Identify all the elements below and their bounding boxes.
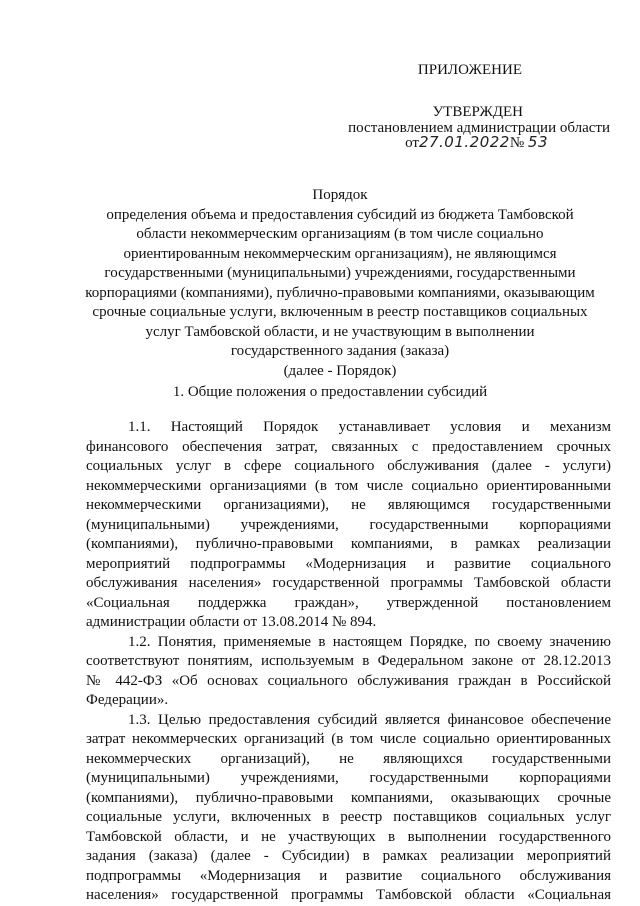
paragraph-line: финансового обеспечения затрат, связанных с предоставлением срочных — [86, 438, 611, 455]
decree-line: постановлением администрации области — [348, 120, 610, 136]
title-line: (далее - Порядок) — [283, 362, 397, 379]
paragraph-line: (компаниями), публично-правовыми компаниями, в рамках реализации — [86, 536, 611, 552]
paragraph-line: обслуживания населения» государственной программы Тамбовской области — [86, 575, 611, 591]
paragraph-line: администрации области от 13.08.2014 № 894. — [86, 614, 377, 630]
document-body — [86, 418, 611, 906]
title-line: области некоммерческим организациям (в том числе социально — [136, 226, 544, 242]
title-line: срочные социальные услуги, включенным в реестр поставщиков социальных — [92, 304, 588, 320]
document-title — [80, 186, 600, 381]
title-line: определения объема и предоставления субсидий из бюджета Тамбовской — [106, 206, 574, 223]
approved-label: УТВЕРЖДЕН — [432, 104, 523, 120]
paragraph-line: Тамбовской области, и не участвующих в выполнении государственного — [86, 828, 611, 845]
title-line: государственного задания (заказа) — [230, 343, 450, 359]
paragraph-line: Федерации». — [86, 692, 169, 708]
appendix-label: ПРИЛОЖЕНИЕ — [417, 62, 522, 78]
number-prefix: № — [509, 135, 525, 151]
title-line: государственными (муниципальными) учреждениями, государственными — [104, 265, 576, 281]
paragraph-1-1 — [86, 418, 611, 633]
date-prefix: от — [405, 135, 419, 151]
paragraph-line: (муниципальными) учреждениями, государственными корпорациями — [86, 770, 611, 786]
section-heading: 1. Общие положения о предоставлении субсидий — [172, 384, 488, 400]
paragraph-line: подпрограммы «Модернизация и развитие социального обслуживания — [86, 867, 611, 884]
date-line — [405, 133, 548, 152]
paragraph-line: социальных услуг в сфере социального обслуживания (далее - услуги) — [86, 458, 611, 474]
paragraph-line: задания (заказа) (далее - Субсидии) в рамках реализации мероприятий — [86, 848, 611, 864]
paragraph-line: мероприятий подпрограммы «Модернизация и развитие социального — [86, 555, 611, 572]
paragraph-line: некоммерческими организациями), не являющимся государственными — [86, 497, 611, 513]
handwritten-number: 53 — [527, 133, 548, 151]
title-line: услуг Тамбовской области, и не участвующим в выполнении — [145, 323, 535, 340]
paragraph-line: № 442-ФЗ «Об основах социального обслуживания граждан в Российской — [86, 672, 611, 689]
title-line: корпорациями (компаниями), публично-правовыми компаниями, оказывающим — [85, 284, 595, 301]
paragraph-line: социальные услуги, включенных в реестр поставщиков социальных услуг — [86, 809, 611, 825]
paragraph-line: некоммерческими организациями (в том числе социально ориентированными — [86, 477, 611, 494]
paragraph-line: (муниципальными) учреждениями, государственными корпорациями — [86, 516, 611, 533]
paragraph-line: 1.3. Целью предоставления субсидий является финансовое обеспечение — [128, 711, 611, 728]
handwritten-date: 27.01.2022 — [418, 133, 510, 151]
paragraph-line: «Социальная поддержка граждан», утвержденной постановлением — [86, 594, 611, 611]
paragraph-1-3 — [86, 711, 611, 906]
paragraph-line: (компаниями), публично-правовыми компаниями, оказывающих срочные — [86, 789, 611, 806]
paragraph-line: соответствуют понятиям, используемым в Федеральном законе от 28.12.2013 — [86, 653, 611, 669]
paragraph-line: 1.1. Настоящий Порядок устанавливает условия и механизм — [128, 419, 611, 435]
paragraph-line: некоммерческих организаций), не являющихся государственными — [86, 750, 611, 767]
paragraph-line: населения» государственной программы Тамбовской области «Социальная — [86, 887, 611, 903]
paragraph-line: затрат некоммерческих организаций (в том числе социально ориентированных — [86, 731, 611, 747]
paragraph-line: 1.2. Понятия, применяемые в настоящем Порядке, по своему значению — [128, 633, 611, 650]
title-line: ориентированным некоммерческим организациям), не являющимся — [123, 245, 557, 262]
paragraph-1-2 — [86, 633, 611, 711]
title-word: Порядок — [312, 187, 368, 203]
